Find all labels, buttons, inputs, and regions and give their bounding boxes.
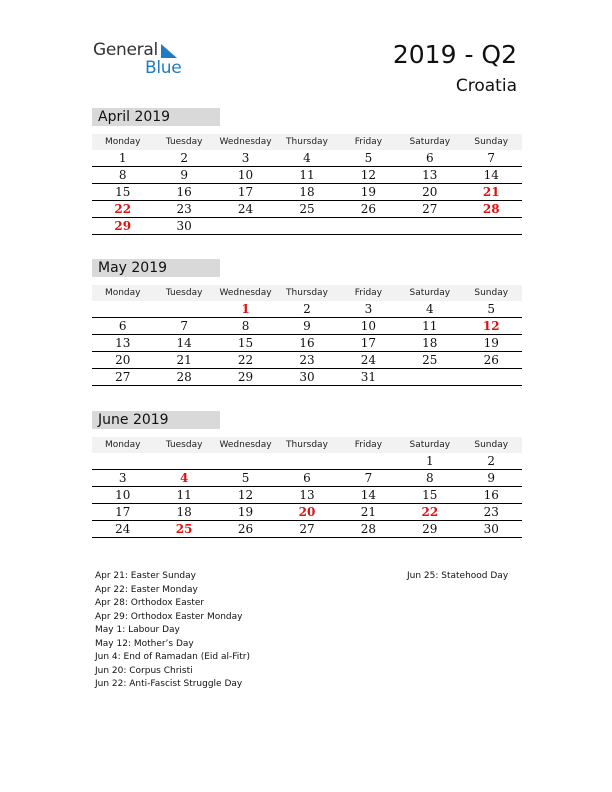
day-cell: [461, 218, 522, 234]
day-cell: 24: [360, 353, 377, 367]
week-row: [92, 453, 522, 470]
weekday-label: Wednesday: [219, 440, 272, 450]
holiday-item: Jun 20: Corpus Christi: [95, 665, 193, 676]
day-cell: 30: [299, 370, 315, 384]
day-cell: 25: [422, 353, 438, 367]
weekday-label: Monday: [104, 288, 141, 298]
day-cell: 25: [299, 202, 315, 216]
day-cell: 12: [237, 488, 254, 502]
page-title: 2019 - Q2: [392, 40, 517, 69]
day-cell: 27: [422, 202, 438, 216]
day-cell: 10: [237, 168, 254, 182]
day-cell: 3: [364, 302, 373, 316]
week-row: [92, 504, 522, 521]
week-row: [92, 352, 522, 369]
day-cell: 14: [176, 336, 192, 350]
day-cell: 13: [115, 336, 131, 350]
day-cell: 30: [483, 522, 499, 536]
day-cell: 20: [422, 185, 438, 199]
day-cell: 2: [303, 302, 311, 316]
month-block: [92, 259, 522, 386]
day-cell: 15: [422, 488, 438, 502]
weekday-label: Friday: [354, 288, 383, 298]
day-cell: 8: [426, 471, 434, 485]
weekday-label: Thursday: [286, 137, 328, 147]
day-cell: 11: [176, 488, 192, 502]
month-title: April 2019: [92, 108, 220, 126]
day-cell: 2: [180, 151, 188, 165]
day-cell: 14: [483, 168, 499, 182]
day-cell: 27: [115, 370, 131, 384]
day-cell: [215, 453, 276, 469]
day-cell: 6: [426, 151, 434, 165]
day-cell: 1: [426, 454, 434, 468]
day-cell: 20: [115, 353, 131, 367]
day-cell: [276, 218, 337, 234]
weekday-label: Tuesday: [165, 137, 203, 147]
day-cell: [399, 218, 460, 234]
weekday-header-row: [92, 134, 522, 150]
day-cell: 26: [237, 522, 254, 536]
country-name: Croatia: [455, 76, 517, 96]
day-cell: 17: [115, 505, 131, 519]
day-cell: 10: [115, 488, 131, 502]
day-cell: 24: [115, 522, 131, 536]
week-row: [92, 167, 522, 184]
day-cell: [338, 218, 399, 234]
month-block: [92, 108, 522, 235]
holiday-day-cell: 4: [179, 471, 189, 485]
day-cell: 30: [176, 219, 192, 233]
holiday-day-cell: 20: [298, 505, 316, 519]
day-cell: [276, 453, 337, 469]
holiday-item: Apr 29: Orthodox Easter Monday: [95, 611, 243, 622]
holiday-day-cell: 12: [482, 319, 500, 333]
weekday-label: Sunday: [474, 137, 509, 147]
weekday-label: Friday: [354, 440, 383, 450]
day-cell: 16: [299, 336, 315, 350]
holiday-day-cell: 1: [241, 302, 250, 316]
day-cell: 23: [483, 505, 499, 519]
holiday-day-cell: 22: [114, 202, 132, 216]
holiday-item: Apr 28: Orthodox Easter: [95, 598, 205, 608]
day-cell: 7: [364, 471, 373, 485]
day-cell: 27: [299, 522, 315, 536]
day-cell: 16: [176, 185, 192, 199]
day-cell: 19: [237, 505, 254, 519]
holiday-day-cell: 29: [114, 219, 132, 233]
day-cell: 19: [360, 185, 377, 199]
weekday-label: Sunday: [474, 288, 509, 298]
weekday-header-row: [92, 285, 522, 301]
day-cell: 13: [422, 168, 438, 182]
day-cell: 18: [299, 185, 315, 199]
day-cell: 5: [241, 471, 250, 485]
day-cell: 17: [360, 336, 377, 350]
day-cell: [215, 218, 276, 234]
day-cell: 9: [487, 471, 496, 485]
week-row: [92, 184, 522, 201]
day-cell: 3: [118, 471, 127, 485]
day-cell: 26: [483, 353, 499, 367]
week-row: [92, 301, 522, 318]
day-cell: 15: [237, 336, 254, 350]
day-cell: 11: [299, 168, 315, 182]
brand-logo: [93, 40, 193, 80]
day-cell: [399, 369, 460, 385]
day-cell: [92, 453, 153, 469]
day-cell: [153, 453, 214, 469]
day-cell: 21: [176, 353, 192, 367]
day-cell: 10: [360, 319, 377, 333]
day-cell: 22: [237, 353, 254, 367]
holiday-day-cell: 28: [482, 202, 500, 216]
month-title: June 2019: [92, 411, 220, 429]
weekday-label: Friday: [354, 137, 383, 147]
holiday-list-right: [407, 570, 508, 584]
day-cell: [153, 301, 214, 317]
day-cell: 7: [487, 151, 496, 165]
week-row: [92, 150, 522, 167]
weekday-label: Monday: [104, 440, 141, 450]
holiday-item: Apr 22: Easter Monday: [95, 584, 198, 595]
weekday-label: Wednesday: [219, 137, 272, 147]
holiday-item: Jun 22: Anti-Fascist Struggle Day: [95, 679, 243, 689]
week-row: [92, 335, 522, 352]
month-block: [92, 411, 522, 538]
day-cell: 7: [180, 319, 188, 333]
weekday-label: Wednesday: [219, 288, 272, 298]
day-cell: [461, 369, 522, 385]
week-row: [92, 201, 522, 218]
day-cell: 12: [360, 168, 377, 182]
day-cell: 8: [241, 319, 250, 333]
day-cell: 28: [360, 522, 377, 536]
holiday-list-left: [95, 570, 250, 692]
day-cell: 14: [360, 488, 377, 502]
day-cell: 21: [360, 505, 377, 519]
day-cell: 18: [422, 336, 438, 350]
day-cell: 17: [237, 185, 254, 199]
weekday-label: Thursday: [286, 440, 328, 450]
day-cell: [338, 453, 399, 469]
week-row: [92, 521, 522, 538]
day-cell: 24: [237, 202, 254, 216]
weekday-header-row: [92, 437, 522, 453]
day-cell: 13: [299, 488, 315, 502]
holiday-item: Jun 4: End of Ramadan (Eid al-Fitr): [95, 652, 250, 662]
day-cell: 1: [118, 151, 127, 165]
logo-triangle-icon: [161, 44, 177, 58]
day-cell: 9: [180, 168, 188, 182]
holiday-item: Jun 25: Statehood Day: [407, 571, 509, 581]
day-cell: 4: [426, 302, 434, 316]
week-row: [92, 470, 522, 487]
weekday-label: Tuesday: [165, 288, 203, 298]
week-row: [92, 318, 522, 335]
day-cell: 2: [487, 454, 496, 468]
month-title: May 2019: [92, 259, 220, 277]
day-cell: 5: [364, 151, 373, 165]
day-cell: 31: [360, 370, 377, 384]
week-row: [92, 218, 522, 235]
weekday-label: Saturday: [409, 288, 451, 298]
day-cell: 23: [299, 353, 315, 367]
holiday-day-cell: 22: [421, 505, 439, 519]
weekday-label: Saturday: [409, 137, 451, 147]
week-row: [92, 487, 522, 504]
holiday-day-cell: 21: [482, 185, 500, 199]
day-cell: 5: [487, 302, 496, 316]
day-cell: 23: [176, 202, 192, 216]
logo-text-blue: Blue: [145, 58, 182, 78]
week-row: [92, 369, 522, 386]
day-cell: 29: [422, 522, 438, 536]
day-cell: 15: [115, 185, 131, 199]
weekday-label: Thursday: [286, 288, 328, 298]
holiday-item: May 12: Mother’s Day: [95, 638, 194, 649]
day-cell: 4: [303, 151, 311, 165]
day-cell: 8: [118, 168, 127, 182]
weekday-label: Monday: [104, 137, 141, 147]
day-cell: 19: [483, 336, 499, 350]
holiday-item: Apr 21: Easter Sunday: [95, 571, 196, 581]
day-cell: 28: [176, 370, 192, 384]
holiday-item: May 1: Labour Day: [95, 625, 180, 635]
logo-text-general: General: [93, 40, 158, 60]
day-cell: 29: [237, 370, 254, 384]
day-cell: 26: [360, 202, 377, 216]
day-cell: 18: [176, 505, 192, 519]
weekday-label: Sunday: [474, 440, 509, 450]
day-cell: [92, 301, 153, 317]
holiday-day-cell: 25: [175, 522, 193, 536]
day-cell: 6: [118, 319, 127, 333]
day-cell: 16: [483, 488, 499, 502]
day-cell: 6: [303, 471, 311, 485]
weekday-label: Tuesday: [165, 440, 203, 450]
day-cell: 9: [303, 319, 311, 333]
day-cell: 3: [241, 151, 250, 165]
weekday-label: Saturday: [409, 440, 451, 450]
day-cell: 11: [422, 319, 438, 333]
